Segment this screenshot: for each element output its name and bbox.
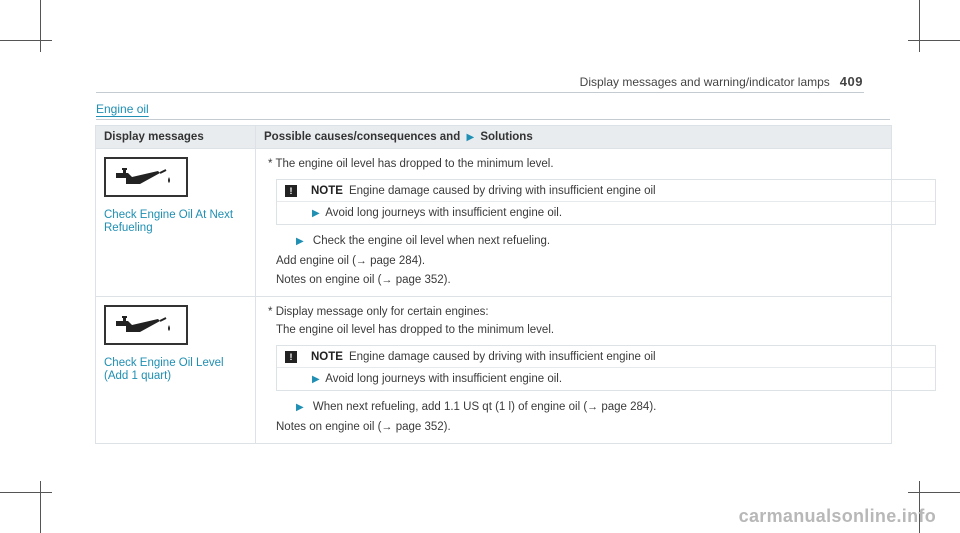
page-reference[interactable]: page 284). (370, 255, 426, 267)
solution-step: Check the engine oil level when next refueling. (312, 235, 551, 247)
table-row (96, 149, 892, 297)
cause-text: Display message only for certain engines: (275, 306, 489, 318)
section-divider (96, 119, 890, 120)
note-keyword: NOTE (311, 185, 343, 197)
note-box (276, 179, 936, 225)
note-text: Engine damage caused by driving with insufficient engine oil (348, 351, 656, 363)
crop-mark (40, 481, 41, 533)
triangle-icon: ▶ (296, 402, 304, 413)
note-step: Avoid long journeys with insufficient engine oil. (325, 373, 563, 385)
page-reference[interactable]: page 284). (601, 401, 657, 413)
display-message-text: Check Engine Oil Level (Add 1 quart) (104, 357, 224, 382)
note-text: Engine damage caused by driving with insufficient engine oil (348, 185, 656, 197)
section-title: Engine oil (96, 102, 149, 116)
page-reference[interactable]: page 352). (395, 421, 451, 433)
star-marker: * (268, 306, 273, 318)
crop-mark (908, 492, 960, 493)
header-title: Display messages and warning/indicator lamps (579, 75, 830, 89)
page-number: 409 (839, 74, 863, 89)
triangle-icon: ▶ (296, 236, 304, 247)
arrow-right-icon: → (587, 401, 599, 413)
col-header-causes-solutions: Possible causes/consequences and ▶ Solutions (256, 126, 892, 149)
warning-icon: ! (285, 351, 297, 363)
crop-mark (0, 40, 52, 41)
crop-mark (0, 492, 52, 493)
star-marker: * (268, 158, 273, 170)
solution-step: When next refueling, add 1.1 US qt (1 l) of engine oil ( (312, 401, 588, 413)
note-step: Avoid long journeys with insufficient engine oil. (325, 207, 563, 219)
oil-can-icon (104, 305, 188, 345)
watermark: carmanualsonline.info (738, 506, 936, 526)
arrow-right-icon: → (381, 274, 393, 286)
table-row (96, 297, 892, 444)
arrow-right-icon: → (381, 421, 393, 433)
note-box (276, 345, 936, 391)
triangle-icon: ▶ (312, 374, 320, 385)
message-cell (96, 149, 256, 297)
causes-cell: * The engine oil level has dropped to the minimum level. ! NOTE Engine damage caused by driving with insufficient engine oil ▶ Avoid long journeys with insufficient engine oil. ▶ Check the engine oil level when next refueling. Add engine oil (→ page 284). Notes on engine oil (→ page 352). (256, 149, 892, 297)
col-header-display-messages: Display messages (96, 126, 256, 149)
triangle-icon: ▶ (466, 132, 475, 143)
crop-mark (40, 0, 41, 52)
triangle-icon: ▶ (312, 208, 320, 219)
cause-text: The engine oil level has dropped to the minimum level. (276, 324, 555, 336)
display-messages-table (95, 125, 892, 444)
page-reference[interactable]: page 352). (395, 274, 451, 286)
cause-text: The engine oil level has dropped to the minimum level. (275, 158, 554, 170)
warning-icon: ! (285, 185, 297, 197)
display-message-text: Check Engine Oil At Next Refueling (104, 209, 234, 234)
crop-mark (908, 40, 960, 41)
arrow-right-icon: → (355, 255, 367, 267)
oil-can-icon (104, 157, 188, 197)
crop-mark (919, 0, 920, 52)
table-header-row (96, 126, 892, 149)
header-divider (96, 92, 864, 93)
causes-cell: * Display message only for certain engines: The engine oil level has dropped to the minimum level. ! NOTE Engine damage caused by driving with insufficient engine oil ▶ Avoid long journeys with insufficient engine oil. ▶ When next refueling, add 1.1 US qt (1 l) of engine oil (→ page 284). Notes on engine oil (→ page 352). (256, 297, 892, 444)
note-keyword: NOTE (311, 351, 343, 363)
running-header (580, 74, 863, 89)
message-cell (96, 297, 256, 444)
